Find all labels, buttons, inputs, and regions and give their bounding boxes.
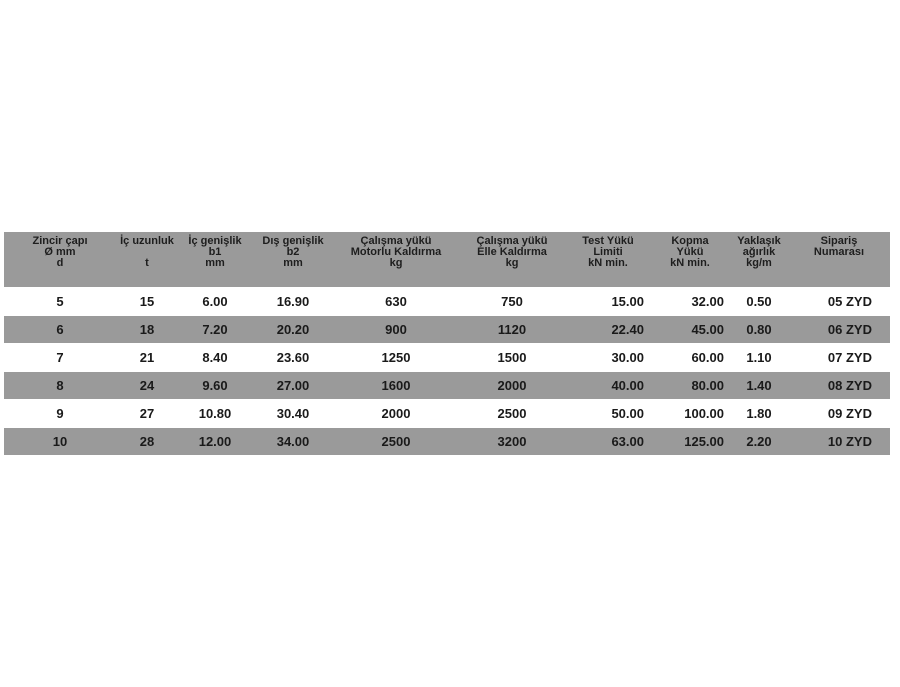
header-chain-diameter-line: d <box>56 257 64 269</box>
inner-length-cell: 27 <box>116 400 178 428</box>
outer-width-cell: 30.40 <box>252 400 334 428</box>
header-working-load-motor-line: kg <box>389 257 403 269</box>
header-approx-weight-line: kg/m <box>746 257 772 269</box>
table-row <box>4 316 890 344</box>
header-test-load-limit-line: kN min. <box>588 257 628 269</box>
header-working-load-manual-line: Elle Kaldırma <box>477 246 547 258</box>
breaking-load-cell: 60.00 <box>650 344 730 372</box>
header-inner-length <box>116 232 178 288</box>
header-working-load-manual <box>458 232 566 288</box>
chain-diameter-cell: 8 <box>4 372 116 400</box>
test-load-limit-cell: 22.40 <box>566 316 650 344</box>
header-chain-diameter-line: Zincir çapı <box>32 235 88 247</box>
outer-width-cell: 34.00 <box>252 428 334 456</box>
order-number-cell: 06 ZYD <box>788 316 890 344</box>
header-breaking-load-line: kN min. <box>670 257 710 269</box>
header-inner-length-line: t <box>145 257 149 269</box>
table-row <box>4 372 890 400</box>
approx-weight-cell: 1.10 <box>730 344 788 372</box>
inner-length-cell: 15 <box>116 288 178 316</box>
header-inner-length-line: İç uzunluk <box>120 235 174 247</box>
working-load-motor-cell: 1250 <box>334 344 458 372</box>
working-load-manual-cell: 2000 <box>458 372 566 400</box>
working-load-manual-cell: 1500 <box>458 344 566 372</box>
chain-diameter-cell: 7 <box>4 344 116 372</box>
inner-width-cell: 7.20 <box>178 316 252 344</box>
header-test-load-limit <box>566 232 650 288</box>
header-test-load-limit-line: Test Yükü <box>582 235 634 247</box>
header-inner-width-line: mm <box>205 257 225 269</box>
header-breaking-load-line: Yükü <box>676 246 704 258</box>
approx-weight-cell: 1.40 <box>730 372 788 400</box>
breaking-load-cell: 32.00 <box>650 288 730 316</box>
header-working-load-manual-line: Çalışma yükü <box>476 235 548 247</box>
header-outer-width-line: b2 <box>286 246 300 258</box>
working-load-motor-cell: 2500 <box>334 428 458 456</box>
table-body <box>4 288 890 456</box>
header-chain-diameter-line: Ø mm <box>44 246 76 258</box>
order-number-cell: 09 ZYD <box>788 400 890 428</box>
header-order-number-line: Sipariş <box>820 235 858 247</box>
header-order-number-line: Numarası <box>813 246 865 258</box>
inner-width-cell: 9.60 <box>178 372 252 400</box>
test-load-limit-cell: 15.00 <box>566 288 650 316</box>
header-breaking-load-line: Kopma <box>671 235 709 247</box>
inner-length-cell: 18 <box>116 316 178 344</box>
chain-diameter-cell: 10 <box>4 428 116 456</box>
outer-width-cell: 27.00 <box>252 372 334 400</box>
table-row <box>4 400 890 428</box>
working-load-manual-cell: 1120 <box>458 316 566 344</box>
breaking-load-cell: 45.00 <box>650 316 730 344</box>
breaking-load-cell: 80.00 <box>650 372 730 400</box>
header-approx-weight-line: ağırlık <box>742 246 776 258</box>
header-inner-width <box>178 232 252 288</box>
header-inner-width-line: b1 <box>208 246 222 258</box>
test-load-limit-cell: 30.00 <box>566 344 650 372</box>
working-load-manual-cell: 2500 <box>458 400 566 428</box>
header-working-load-motor <box>334 232 458 288</box>
working-load-motor-cell: 2000 <box>334 400 458 428</box>
header-breaking-load <box>650 232 730 288</box>
breaking-load-cell: 125.00 <box>650 428 730 456</box>
header-order-number <box>788 232 890 288</box>
order-number-cell: 05 ZYD <box>788 288 890 316</box>
header-working-load-motor-line: Motorlu Kaldırma <box>350 246 442 258</box>
outer-width-cell: 20.20 <box>252 316 334 344</box>
chain-diameter-cell: 6 <box>4 316 116 344</box>
header-approx-weight-line: Yaklaşık <box>737 235 781 247</box>
order-number-cell: 07 ZYD <box>788 344 890 372</box>
test-load-limit-cell: 40.00 <box>566 372 650 400</box>
table-row <box>4 288 890 316</box>
inner-width-cell: 8.40 <box>178 344 252 372</box>
header-order-number-line <box>788 258 890 269</box>
order-number-cell: 08 ZYD <box>788 372 890 400</box>
header-approx-weight <box>730 232 788 288</box>
working-load-manual-cell: 3200 <box>458 428 566 456</box>
header-working-load-manual-line: kg <box>505 257 519 269</box>
header-working-load-motor-line: Çalışma yükü <box>360 235 432 247</box>
inner-length-cell: 28 <box>116 428 178 456</box>
inner-length-cell: 24 <box>116 372 178 400</box>
header-outer-width <box>252 232 334 288</box>
inner-width-cell: 6.00 <box>178 288 252 316</box>
working-load-motor-cell: 900 <box>334 316 458 344</box>
breaking-load-cell: 100.00 <box>650 400 730 428</box>
chain-spec-table <box>4 232 890 455</box>
chain-diameter-cell: 5 <box>4 288 116 316</box>
outer-width-cell: 23.60 <box>252 344 334 372</box>
inner-length-cell: 21 <box>116 344 178 372</box>
approx-weight-cell: 0.50 <box>730 288 788 316</box>
inner-width-cell: 12.00 <box>178 428 252 456</box>
working-load-motor-cell: 630 <box>334 288 458 316</box>
approx-weight-cell: 2.20 <box>730 428 788 456</box>
header-row <box>4 232 890 288</box>
test-load-limit-cell: 50.00 <box>566 400 650 428</box>
table-row <box>4 428 890 456</box>
working-load-manual-cell: 750 <box>458 288 566 316</box>
approx-weight-cell: 0.80 <box>730 316 788 344</box>
approx-weight-cell: 1.80 <box>730 400 788 428</box>
table-row <box>4 344 890 372</box>
header-inner-width-line: İç genişlik <box>188 235 242 247</box>
inner-width-cell: 10.80 <box>178 400 252 428</box>
order-number-cell: 10 ZYD <box>788 428 890 456</box>
test-load-limit-cell: 63.00 <box>566 428 650 456</box>
working-load-motor-cell: 1600 <box>334 372 458 400</box>
header-outer-width-line: Dış genişlik <box>262 235 324 247</box>
outer-width-cell: 16.90 <box>252 288 334 316</box>
header-test-load-limit-line: Limiti <box>593 246 623 258</box>
header-outer-width-line: mm <box>283 257 303 269</box>
header-chain-diameter <box>4 232 116 288</box>
chain-diameter-cell: 9 <box>4 400 116 428</box>
